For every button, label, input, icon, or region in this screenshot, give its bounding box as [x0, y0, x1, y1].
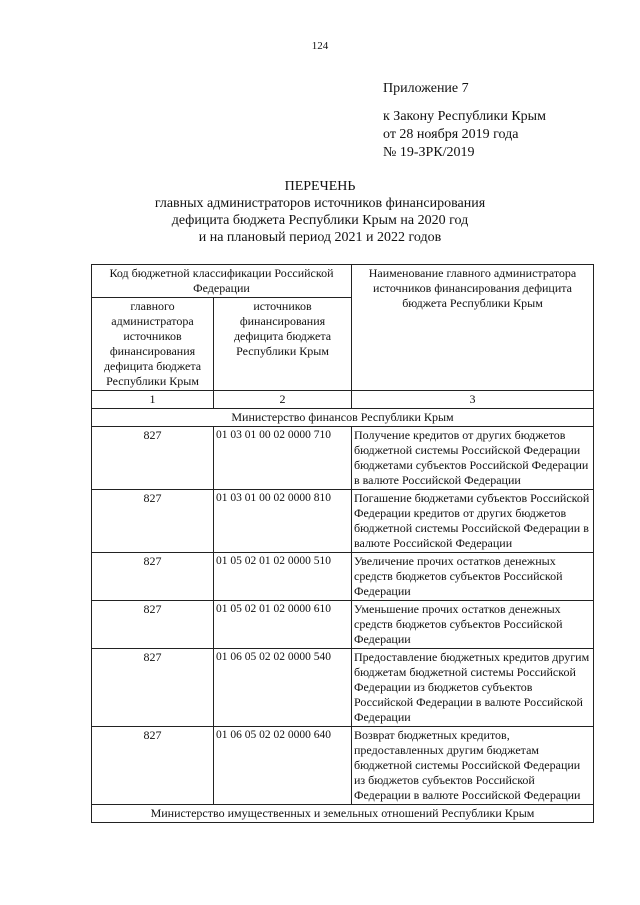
admin-code: 827	[92, 490, 214, 553]
appendix-number: № 19-ЗРК/2019	[383, 145, 475, 160]
source-name: Получение кредитов от других бюджетов бюджетной системы Российской Федерации бюджетами субъектов Российской Федерации в валюте Российской Федерации	[352, 427, 594, 490]
heading-line-1: главных администраторов источников финансирования	[154, 196, 486, 211]
table-row	[92, 490, 594, 553]
source-code: 01 05 02 01 02 0000 510	[214, 553, 352, 601]
page-number: 124	[311, 40, 329, 52]
header-code: Код бюджетной классификации Российской Федерации	[92, 265, 352, 298]
source-code: 01 06 05 02 02 0000 640	[214, 727, 352, 805]
heading-line-3: и на плановый период 2021 и 2022 годов	[198, 230, 442, 245]
section-title: Министерство имущественных и земельных отношений Республики Крым	[92, 805, 594, 823]
source-code: 01 06 05 02 02 0000 540	[214, 649, 352, 727]
administrators-table	[91, 264, 594, 823]
header-admin: главного администратора источников финансирования дефицита бюджета Республики Крым	[92, 298, 214, 391]
appendix-title: Приложение 7	[383, 81, 469, 96]
table-header-row	[92, 265, 594, 298]
admin-code: 827	[92, 727, 214, 805]
admin-code: 827	[92, 649, 214, 727]
table-row	[92, 601, 594, 649]
section-row	[92, 409, 594, 427]
source-code: 01 03 01 00 02 0000 710	[214, 427, 352, 490]
source-name: Увеличение прочих остатков денежных средств бюджетов субъектов Российской Федерации	[352, 553, 594, 601]
section-row	[92, 805, 594, 823]
admin-code: 827	[92, 553, 214, 601]
column-number: 2	[214, 391, 352, 409]
column-number-row	[92, 391, 594, 409]
source-code: 01 03 01 00 02 0000 810	[214, 490, 352, 553]
column-number: 3	[352, 391, 594, 409]
source-name: Уменьшение прочих остатков денежных средств бюджетов субъектов Российской Федерации	[352, 601, 594, 649]
heading-line-2: дефицита бюджета Республики Крым на 2020 год	[171, 213, 469, 228]
appendix-law: к Закону Республики Крым	[383, 109, 546, 124]
source-code: 01 05 02 01 02 0000 610	[214, 601, 352, 649]
table-row	[92, 427, 594, 490]
heading-title: ПЕРЕЧЕНЬ	[284, 179, 356, 194]
header-source: источников финансирования дефицита бюджета Республики Крым	[214, 298, 352, 391]
admin-code: 827	[92, 601, 214, 649]
source-name: Погашение бюджетами субъектов Российской Федерации кредитов от других бюджетов бюджетной системы Российской Федерации в валюте Российской Федерации	[352, 490, 594, 553]
table-row	[92, 727, 594, 805]
document-heading	[0, 178, 640, 246]
header-name: Наименование главного администратора источников финансирования дефицита бюджета Республики Крым	[352, 265, 594, 391]
column-number: 1	[92, 391, 214, 409]
table-row	[92, 553, 594, 601]
admin-code: 827	[92, 427, 214, 490]
section-title: Министерство финансов Республики Крым	[92, 409, 594, 427]
source-name: Предоставление бюджетных кредитов другим бюджетам бюджетной системы Российской Федерации из бюджетов субъектов Российской Федерации в валюте Российской Федерации	[352, 649, 594, 727]
source-name: Возврат бюджетных кредитов, предоставленных другим бюджетам бюджетной системы Российской Федерации из бюджетов субъектов Российской Федерации в валюте Российской Федерации	[352, 727, 594, 805]
appendix-date: от 28 ноября 2019 года	[383, 127, 519, 142]
table-row	[92, 649, 594, 727]
appendix-block	[383, 80, 546, 162]
